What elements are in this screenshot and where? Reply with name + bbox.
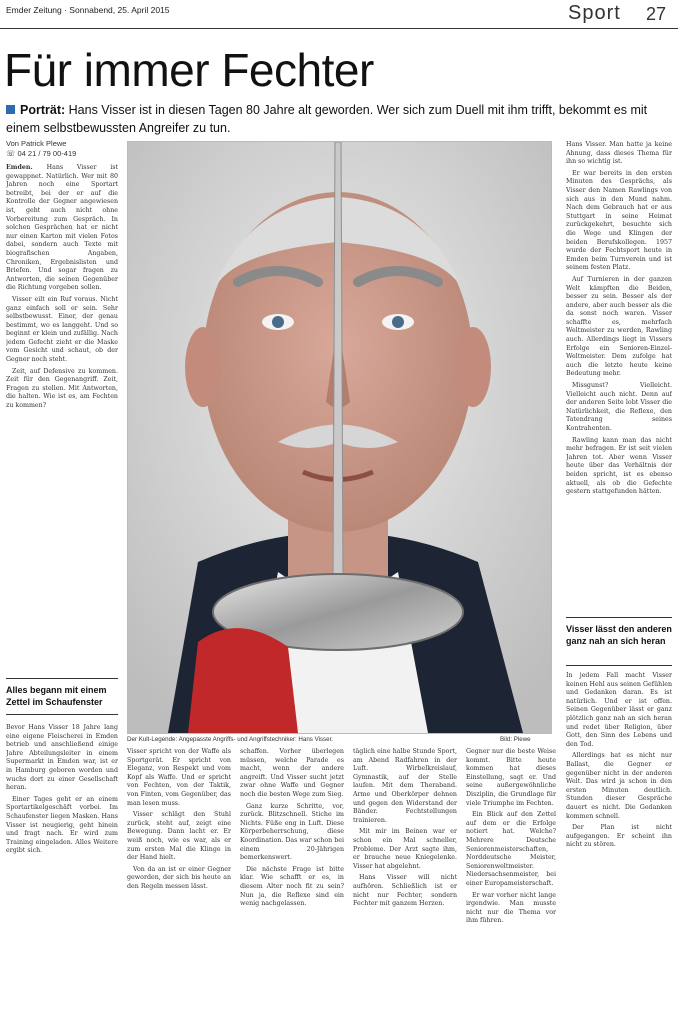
- paragraph-text: Hans Visser will nicht aufhören. Schließlich ist er nicht nur Fechter, sondern Fechter mit ganzem Herzen.: [353, 874, 457, 908]
- paragraph: [566, 170, 672, 273]
- article-column-2: [127, 748, 231, 1018]
- paragraph-text: täglich eine halbe Stunde Sport, am Abend Radfahren in der Luft. Wirbelkreislauf, Gymnastik, auf der Stelle laufen. Mit dem Theraband. Arme und Oberkörper dehnen und gegen den Widerstand der Bänder. Fechtstellungen trainieren.: [353, 748, 457, 824]
- article-column-1b: [6, 724, 118, 1018]
- article-column-3: [240, 748, 344, 1018]
- deck-kicker: Porträt:: [20, 103, 66, 117]
- paragraph-text: Allerdings hat es nicht nur Ballast, die Gegner er gegenüber nicht in der anderen Welt. Das wird ja schon in den ersten Minuten deutlich. Stunden dieser Gespräche dauert es nicht. Die Gedanken kommen schnell.: [566, 752, 672, 820]
- subhead-rule-bottom: [6, 714, 118, 715]
- paragraph: [353, 828, 457, 871]
- article-deck: [6, 101, 666, 137]
- paragraph: [127, 811, 231, 863]
- paragraph: [127, 748, 231, 808]
- header-rule: [0, 28, 678, 29]
- paragraph-text: Hans Visser. Man hatte ja keine Ahnung, dass dieses Thema für ihn so wichtig ist.: [566, 141, 672, 166]
- subhead2-rule-top: [566, 617, 672, 618]
- paragraph: [6, 368, 118, 411]
- paragraph: [466, 811, 556, 888]
- paragraph: [240, 803, 344, 863]
- paragraph: [6, 724, 118, 793]
- paragraph-text: Missgunst? Vielleicht. Vielleicht auch nicht. Denn auf der anderen Seite lobt Visser die Natürlichkeit, die Reflexe, den Tatendrang seines Kontrahenten.: [566, 382, 672, 432]
- paragraph: [240, 748, 344, 800]
- article-column-4: [353, 748, 457, 1018]
- phone-icon: ☏: [6, 149, 16, 158]
- paragraph: [466, 748, 556, 808]
- paragraph-text: In jedem Fall macht Visser keinen Hehl aus seinen Gefühlen und Gedanken daran. Es ist natürlich. Und er ist offen. Seinen Gegenüber lässt er ganz plötzlich ganz nah an sich heran und redet über Religion, über Gott, den Sinn des Lebens und den Tod.: [566, 672, 672, 748]
- paragraph-text: Der Plan ist nicht aufgegangen. Er scheint ihn nicht zu stören.: [566, 824, 672, 849]
- newspaper-date-line: Emder Zeitung · Sonnabend, 25. April 2015: [6, 5, 170, 15]
- bullet-square-icon: [6, 105, 15, 114]
- paragraph-text: Visser spricht von der Waffe als Sportgerät. Er spricht von Eleganz, von Respekt und vom Kopf als Waffe. Und er spricht von Fechten, von der Taktik, von Finten, vom Gegenüber, das man lesen muss.: [127, 748, 231, 807]
- article-column-5: [466, 748, 556, 1018]
- portrait-photo: [127, 141, 552, 734]
- dateline: Emden.: [6, 164, 47, 171]
- photo-caption: Der Kult-Legende: Angepasste Angriffs- und Angriffstechniker: Hans Visser.: [127, 736, 334, 743]
- paragraph: [566, 141, 672, 167]
- paragraph-text: Rawling kann man das nicht mehr befragen. Er ist seit vielen Jahren tot. Aber wenn Visser heute über das Verhältnis der beiden spricht, ist es ebenso aktuell, als ob die Gefechte gestern stattgefunden hätten.: [566, 436, 672, 496]
- article-column-6b: [566, 672, 672, 1018]
- section-name: Sport: [568, 2, 621, 24]
- paragraph: [6, 796, 118, 856]
- paragraph: [466, 892, 556, 926]
- paragraph-text: Die nächste Frage ist bitte klar. Wie schafft er es, in diesem Alter noch fit zu sein? Nun ja, die Reflexe sind ein wenig nachgelassen.: [240, 865, 344, 908]
- paragraph: [353, 874, 457, 908]
- paragraph-text: Ganz kurze Schritte, vor, zurück. Blitzschnell. Stiche im Nichts. Füße eng in Luft. Diese Körperbeherrschung, diese Koordination. Das war schon bei einem 20-Jährigen bemerkenswert.: [240, 802, 344, 862]
- article-column-1: [6, 164, 118, 669]
- byline: Von Patrick Plewe: [6, 139, 67, 148]
- paragraph: [566, 437, 672, 497]
- paragraph: [566, 382, 672, 434]
- photo-credit: Bild: Plewe: [500, 736, 531, 743]
- article-column-6: [566, 141, 672, 611]
- paragraph: [127, 866, 231, 892]
- phone-number: 04 21 / 79 00-419: [17, 149, 77, 158]
- paragraph: [566, 824, 672, 850]
- subhead-rule-top: [6, 678, 118, 679]
- paragraph-text: Einer Tages geht er an einem Sportartikelgeschäft vorbei. Im Schaufenster liegen Masken. Hans Visser ist neugierig, geht hinein und fragt nach. Er wird zum Training eingeladen. Alles Weitere ergibt sich.: [6, 795, 118, 855]
- paragraph: [240, 866, 344, 909]
- paragraph-text: Auf Turnieren in der ganzen Welt kämpften die Beiden, besser zu sein. Besser als der andere, aber auch besser als die da sonst noch waren. Visser schaffte es, mehrfach Weltmeister zu werden, Rawling auch. Allerdings liegt in Vissers Erfolge ein Senioren-Einzel-Weltmeister. Dem zufolge hat auch die letzte heute keine Bedeutung mehr.: [566, 275, 672, 378]
- paragraph: [6, 164, 118, 293]
- paragraph-text: Visser eilt ein Ruf voraus. Nicht ganz einfach soll er sein. Sehr selbstbewusst. Einer, der genau bestimmt, wo es langgeht. Und so beginnt er klein und zufällig. Nach jedem Gefecht zieht er die Maske vom Gesicht und schaut, ob der Gegner noch steht.: [6, 295, 118, 364]
- paragraph-text: Bevor Hans Visser 18 Jahre lang eine eigene Fleischerei in Emden betrieb und anschließend einige Jahre Abteilungsleiter in einem Supermarkt in Emden war, ist er in Hamburg geboren worden und wuchs dort zu einer Gesellschaft heran.: [6, 724, 118, 792]
- paragraph-text: Von da an ist er einer Gegner geworden, der sich bis heute an den Regeln messen lässt.: [127, 865, 231, 890]
- page-number: 27: [646, 4, 667, 24]
- paragraph-text: Ein Blick auf den Zettel auf dem er die Erfolge notiert hat. Welche? Mehrere Deutsche Seniorenmeisterschaften, Norddeutsche Meister, Seniorenweltmeister. Niedersachsenmeister, bei einer Europameisterschaft.: [466, 811, 556, 887]
- paragraph-text: Er war vorher nicht lange irgendwie. Man musste nicht nur die Thema vor ihm führen.: [466, 891, 556, 925]
- paragraph-text: schaffen. Vorher überlegen müssen, welche Parade es macht, wenn der andere angreift. Und Visser sucht jetzt zwar ohne Waffe und Gegner noch die besten Wege zum Sieg.: [240, 748, 344, 798]
- byline-phone: [6, 149, 76, 158]
- paragraph-text: Hans Visser ist gewappnet. Natürlich. Wer mit 80 Jahren noch eine Sportart betreibt, bei der er auf die Kontrolle der Gegner angewiesen ist, geht auch nicht ohne Vorbereitung zum Gespräch. In solchen Gesprächen hat er nicht nur einen Karton mit vielen Fotos dabei, sondern auch Texte mit biografischen Angaben, Chroniken, Ergebnislisten und Briefen. Und sogar fragen zu Antworten, die seinen Gegenüber die Richtung vorgeben sollen.: [6, 164, 118, 292]
- subhead-naehe: Visser lässt den anderen ganz nah an sich heran: [566, 624, 672, 646]
- paragraph: [566, 672, 672, 749]
- paragraph-text: Zeit, auf Defensive zu kommen. Zeit für den Gegenangriff. Zeit, Fragen zu stellen. Mit Antworten, die halten. Wie ist es, am Fechten zu kommen?: [6, 367, 118, 410]
- paragraph: [6, 296, 118, 365]
- fencer-portrait-illustration: [128, 142, 551, 733]
- paragraph-text: Gegner nur die beste Weise kommt. Bitte heute kommen hat dieses Einstellung, sagt er. Und seine außergewöhnliche Disziplin, die Grundlage für viele Triumphe im Fechten.: [466, 748, 556, 807]
- paragraph-text: Er war bereits in den ersten Minuten des Gesprächs, als Visser den Namen Rawlings von sich aus in den Mund nahm. Nach dem Gebrauch hat er aus Stuttgart in seine Heimat zurückgekehrt, besuchte sich die Wege und Klingen der beiden Berufskollegen. 1957 wurde der Fechtsport heute in Emden beim Turnverein und ist seinem festen Platz.: [566, 169, 672, 272]
- paragraph: [566, 752, 672, 821]
- paragraph: [353, 748, 457, 825]
- subhead-schaufenster: Alles begann mit einem Zettel im Schaufenster: [6, 685, 107, 707]
- paragraph-text: Visser schlägt den Stuhl zurück, steht auf, zeigt eine Bewegung. Dann lacht er. Er weiß noch, wie es war, als er zum ersten Mal die Klinge in der Hand hielt.: [127, 811, 231, 862]
- paragraph: [566, 276, 672, 379]
- headline: Für immer Fechter: [4, 44, 374, 96]
- subhead2-rule-bottom: [566, 665, 672, 666]
- paragraph-text: Mit mir im Beinen war er schon ein Mal schneller, Probleme. Der Arzt sagte ihm, er brauche neue Kniegelenke. Visser hat abgelehnt.: [353, 828, 457, 870]
- deck-text: Hans Visser ist in diesen Tagen 80 Jahre alt geworden. Wer sich zum Duell mit ihm trifft, bekommt es mit einem selbstbewussten Angreifer zu tun.: [6, 103, 648, 135]
